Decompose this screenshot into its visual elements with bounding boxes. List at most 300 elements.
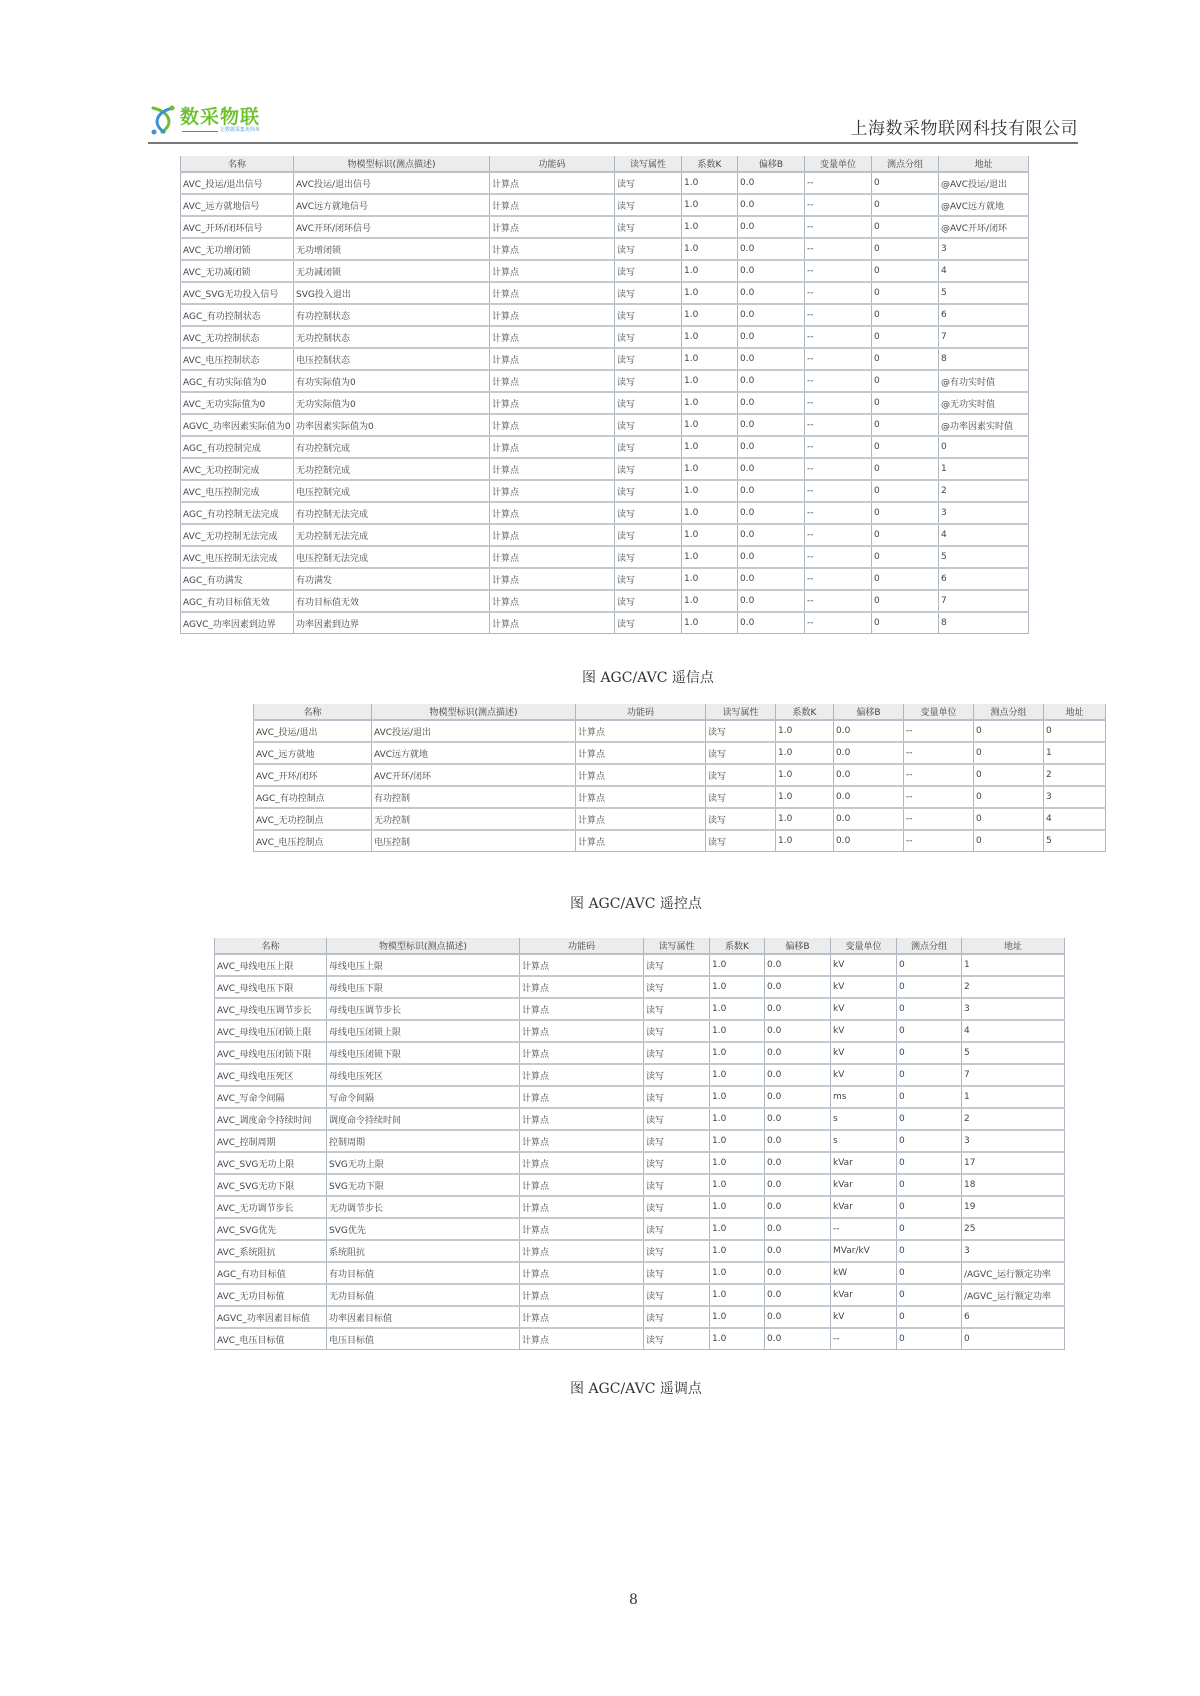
- table-cell: --: [805, 436, 872, 458]
- table-cell: 1.0: [682, 392, 738, 414]
- table-cell: 3: [962, 1240, 1065, 1262]
- table-row: [181, 568, 1029, 590]
- table-cell: 0.0: [738, 568, 805, 590]
- table-cell: 5: [939, 546, 1029, 568]
- table-cell: 0: [872, 612, 939, 634]
- table-cell: 0: [1044, 720, 1106, 742]
- table-cell: 0.0: [765, 1306, 831, 1328]
- table-cell: 8: [939, 348, 1029, 370]
- table-cell: 计算点: [490, 392, 615, 414]
- table-cell: 1.0: [710, 1064, 765, 1086]
- remote-adjust-table: [214, 938, 1065, 1350]
- table-cell: 读写: [644, 1152, 710, 1174]
- column-header: 变量单位: [805, 156, 872, 172]
- table-cell: 0.0: [738, 392, 805, 414]
- table-cell: kV: [831, 1064, 897, 1086]
- table-row: [215, 1262, 1065, 1284]
- table-cell: --: [805, 194, 872, 216]
- table-cell: 4: [939, 524, 1029, 546]
- table-cell: 17: [962, 1152, 1065, 1174]
- table-cell: 0.0: [738, 458, 805, 480]
- table-cell: 0.0: [738, 304, 805, 326]
- table-cell: 计算点: [520, 998, 644, 1020]
- table-cell: 读写: [644, 1284, 710, 1306]
- table-cell: 1.0: [776, 720, 834, 742]
- table-cell: 0: [872, 194, 939, 216]
- table-cell: @AVC投运/退出: [939, 172, 1029, 194]
- table-cell: 1.0: [682, 458, 738, 480]
- table-cell: 读写: [615, 612, 682, 634]
- table-cell: kW: [831, 1262, 897, 1284]
- table-cell: 0: [872, 546, 939, 568]
- column-header: 偏移B: [765, 938, 831, 954]
- table-cell: 1: [962, 1086, 1065, 1108]
- table-cell: --: [805, 326, 872, 348]
- table-cell: 0: [872, 348, 939, 370]
- column-header: 地址: [939, 156, 1029, 172]
- table-cell: 0: [872, 568, 939, 590]
- table-cell: ms: [831, 1086, 897, 1108]
- table-cell: 读写: [644, 1042, 710, 1064]
- table-cell: 读写: [644, 1262, 710, 1284]
- logo-slogan: 让数据采集更简单: [220, 127, 261, 133]
- table-cell: 0.0: [738, 414, 805, 436]
- table-cell: 无功控制: [372, 808, 576, 830]
- table-cell: 计算点: [490, 480, 615, 502]
- table-cell: 0: [872, 216, 939, 238]
- table-cell: 有功控制无法完成: [294, 502, 490, 524]
- column-header: 名称: [254, 704, 372, 720]
- table-row: [181, 172, 1029, 194]
- table-row: [254, 786, 1106, 808]
- table-cell: 8: [939, 612, 1029, 634]
- table-cell: 母线电压下限: [327, 976, 520, 998]
- table-cell: AVC_开环/闭环信号: [181, 216, 294, 238]
- table-cell: 1.0: [710, 1174, 765, 1196]
- table-cell: 1.0: [682, 348, 738, 370]
- table-cell: @有功实时值: [939, 370, 1029, 392]
- table-cell: 0: [897, 1130, 962, 1152]
- column-header: 变量单位: [831, 938, 897, 954]
- table-cell: 计算点: [490, 612, 615, 634]
- column-header: 系数K: [682, 156, 738, 172]
- table-cell: 2: [939, 480, 1029, 502]
- table-cell: 有功目标值无效: [294, 590, 490, 612]
- column-header: 测点分组: [974, 704, 1044, 720]
- column-header: 读写属性: [706, 704, 776, 720]
- table-cell: --: [805, 216, 872, 238]
- table-cell: AVC投运/退出信号: [294, 172, 490, 194]
- table-cell: 1.0: [682, 172, 738, 194]
- table-cell: 0.0: [765, 1218, 831, 1240]
- table-cell: 3: [939, 238, 1029, 260]
- table-cell: AVC_电压控制完成: [181, 480, 294, 502]
- table-cell: 0.0: [738, 612, 805, 634]
- table-cell: @功率因素实时值: [939, 414, 1029, 436]
- table-cell: 读写: [615, 502, 682, 524]
- table-cell: 读写: [615, 480, 682, 502]
- table-cell: AVC_母线电压闭锁下限: [215, 1042, 327, 1064]
- table-cell: --: [805, 348, 872, 370]
- table-cell: 0.0: [765, 1042, 831, 1064]
- table-cell: 0: [897, 954, 962, 976]
- table-cell: 1.0: [710, 1240, 765, 1262]
- table-cell: 1.0: [682, 524, 738, 546]
- table-cell: 无功调节步长: [327, 1196, 520, 1218]
- table-cell: AVC远方就地信号: [294, 194, 490, 216]
- company-logo: [148, 102, 268, 140]
- logo-icon: [148, 104, 178, 136]
- table-cell: 读写: [644, 976, 710, 998]
- table-row: [181, 238, 1029, 260]
- table-cell: 计算点: [520, 1152, 644, 1174]
- table-cell: 0: [974, 720, 1044, 742]
- table-cell: 1.0: [710, 1328, 765, 1350]
- table-cell: 0.0: [738, 282, 805, 304]
- table-cell: 0: [872, 480, 939, 502]
- table-cell: 调度命令持续时间: [327, 1108, 520, 1130]
- table-cell: 0: [897, 1064, 962, 1086]
- column-header: 地址: [962, 938, 1065, 954]
- table-cell: 0.0: [738, 546, 805, 568]
- table-cell: 计算点: [490, 260, 615, 282]
- table-row: [181, 282, 1029, 304]
- table-cell: 2: [962, 1108, 1065, 1130]
- column-header: 功能码: [520, 938, 644, 954]
- table-cell: 有功控制: [372, 786, 576, 808]
- table-cell: 读写: [644, 1064, 710, 1086]
- table-cell: kV: [831, 1306, 897, 1328]
- table-cell: 0: [897, 1086, 962, 1108]
- table-cell: 0.0: [765, 1086, 831, 1108]
- table-row: [254, 830, 1106, 852]
- table-cell: AVC_投运/退出信号: [181, 172, 294, 194]
- table-cell: 0.0: [765, 1196, 831, 1218]
- table-cell: --: [805, 414, 872, 436]
- table-cell: --: [831, 1328, 897, 1350]
- table-cell: 1.0: [682, 370, 738, 392]
- table-cell: AGC_有功目标值: [215, 1262, 327, 1284]
- table-cell: 读写: [644, 998, 710, 1020]
- table-row: [254, 742, 1106, 764]
- table-cell: 读写: [644, 1328, 710, 1350]
- table-row: [181, 414, 1029, 436]
- table-cell: 计算点: [490, 370, 615, 392]
- table-cell: 1.0: [682, 326, 738, 348]
- table-cell: @AVC远方就地: [939, 194, 1029, 216]
- table-cell: 0: [872, 458, 939, 480]
- table-cell: kV: [831, 1042, 897, 1064]
- table-cell: kVar: [831, 1284, 897, 1306]
- table-cell: --: [805, 502, 872, 524]
- table-cell: --: [904, 808, 974, 830]
- column-header: 系数K: [710, 938, 765, 954]
- table-cell: 2: [1044, 764, 1106, 786]
- table-cell: 计算点: [520, 1174, 644, 1196]
- table-cell: 0: [974, 786, 1044, 808]
- table-cell: SVG无功下限: [327, 1174, 520, 1196]
- table-cell: 18: [962, 1174, 1065, 1196]
- table-cell: 1.0: [682, 194, 738, 216]
- table-cell: 25: [962, 1218, 1065, 1240]
- table-cell: 1.0: [776, 830, 834, 852]
- table-cell: 读写: [706, 830, 776, 852]
- column-header: 名称: [181, 156, 294, 172]
- table-cell: 0: [974, 808, 1044, 830]
- table-cell: kV: [831, 976, 897, 998]
- column-header: 测点分组: [897, 938, 962, 954]
- table-cell: 7: [962, 1064, 1065, 1086]
- table-cell: 计算点: [520, 1196, 644, 1218]
- table-cell: 读写: [615, 524, 682, 546]
- table-cell: 0: [872, 326, 939, 348]
- figure-caption-remote-adjust: 图 AGC/AVC 遥调点: [570, 1381, 702, 1397]
- table-cell: 19: [962, 1196, 1065, 1218]
- table-cell: s: [831, 1108, 897, 1130]
- table-row: [181, 348, 1029, 370]
- table-cell: 计算点: [576, 830, 706, 852]
- table-cell: 1.0: [710, 954, 765, 976]
- table-cell: 6: [962, 1306, 1065, 1328]
- table-row: [181, 392, 1029, 414]
- table-cell: 3: [962, 998, 1065, 1020]
- table-cell: 5: [1044, 830, 1106, 852]
- table-cell: 计算点: [520, 1064, 644, 1086]
- table-cell: AVC_电压控制无法完成: [181, 546, 294, 568]
- table-cell: 读写: [615, 348, 682, 370]
- table-row: [181, 612, 1029, 634]
- table-cell: --: [805, 238, 872, 260]
- table-cell: 功率因素目标值: [327, 1306, 520, 1328]
- table-cell: 1.0: [710, 1306, 765, 1328]
- table-header-row: [254, 704, 1106, 720]
- table-cell: 母线电压闭锁下限: [327, 1042, 520, 1064]
- table-cell: 计算点: [490, 436, 615, 458]
- table-cell: 1.0: [710, 1284, 765, 1306]
- table-row: [215, 1086, 1065, 1108]
- table-cell: 计算点: [520, 1042, 644, 1064]
- table-row: [181, 502, 1029, 524]
- table-cell: 3: [939, 502, 1029, 524]
- table-cell: 7: [939, 590, 1029, 612]
- table-cell: 0.0: [765, 1152, 831, 1174]
- table-cell: --: [805, 304, 872, 326]
- table-cell: 计算点: [520, 1108, 644, 1130]
- table-cell: 0: [872, 370, 939, 392]
- table-cell: AVC_写命令间隔: [215, 1086, 327, 1108]
- table-cell: @AVC开环/闭环: [939, 216, 1029, 238]
- table-cell: 1.0: [710, 976, 765, 998]
- table-cell: 0.0: [765, 1064, 831, 1086]
- table-cell: 读写: [615, 436, 682, 458]
- column-header: 名称: [215, 938, 327, 954]
- figure-caption-telesignal: 图 AGC/AVC 遥信点: [582, 670, 714, 686]
- table-cell: AGVC_功率因素实际值为0: [181, 414, 294, 436]
- table-cell: 0.0: [738, 370, 805, 392]
- table-cell: 0: [974, 830, 1044, 852]
- table-cell: 0: [939, 436, 1029, 458]
- table-cell: AVC_SVG无功上限: [215, 1152, 327, 1174]
- table-cell: 0: [897, 1152, 962, 1174]
- table-cell: 1.0: [710, 1196, 765, 1218]
- table-cell: 0.0: [765, 954, 831, 976]
- table-row: [181, 370, 1029, 392]
- table-row: [181, 304, 1029, 326]
- table-cell: kV: [831, 954, 897, 976]
- table-cell: 计算点: [520, 1218, 644, 1240]
- table-cell: 0.0: [765, 1240, 831, 1262]
- column-header: 物模型标识(测点描述): [372, 704, 576, 720]
- table-cell: 0: [897, 1108, 962, 1130]
- table-cell: 1.0: [682, 436, 738, 458]
- table-row: [181, 590, 1029, 612]
- table-cell: 读写: [615, 414, 682, 436]
- table-cell: 6: [939, 304, 1029, 326]
- table-cell: AVC_远方就地: [254, 742, 372, 764]
- table-row: [215, 1174, 1065, 1196]
- table-cell: AVC_系统阻抗: [215, 1240, 327, 1262]
- table-cell: 电压目标值: [327, 1328, 520, 1350]
- table-cell: 计算点: [520, 1086, 644, 1108]
- table-cell: 0.0: [765, 1020, 831, 1042]
- table-row: [215, 1130, 1065, 1152]
- table-cell: 1.0: [710, 1262, 765, 1284]
- table-cell: 4: [939, 260, 1029, 282]
- table-cell: 计算点: [490, 282, 615, 304]
- table-row: [215, 1240, 1065, 1262]
- table-cell: 0: [872, 260, 939, 282]
- table-cell: 1.0: [710, 1152, 765, 1174]
- table-cell: 读写: [615, 282, 682, 304]
- table-cell: 读写: [615, 326, 682, 348]
- table-cell: 读写: [615, 392, 682, 414]
- table-cell: --: [805, 568, 872, 590]
- table-cell: /AGVC_运行额定功率: [962, 1262, 1065, 1284]
- table-cell: 1.0: [710, 1020, 765, 1042]
- column-header: 偏移B: [834, 704, 904, 720]
- table-cell: 0.0: [765, 976, 831, 998]
- table-cell: 系统阻抗: [327, 1240, 520, 1262]
- table-cell: 3: [962, 1130, 1065, 1152]
- table-cell: --: [805, 172, 872, 194]
- table-cell: 0: [897, 1240, 962, 1262]
- table-cell: 1.0: [682, 216, 738, 238]
- table-header-row: [181, 156, 1029, 172]
- table-cell: 读写: [615, 172, 682, 194]
- table-cell: 0.0: [738, 260, 805, 282]
- table-cell: 有功目标值: [327, 1262, 520, 1284]
- column-header: 读写属性: [615, 156, 682, 172]
- table-cell: 3: [1044, 786, 1106, 808]
- table-cell: 1: [939, 458, 1029, 480]
- table-cell: 1.0: [710, 998, 765, 1020]
- table-cell: 1.0: [682, 480, 738, 502]
- table-cell: 计算点: [576, 764, 706, 786]
- table-cell: 计算点: [520, 1020, 644, 1042]
- table-cell: 读写: [615, 238, 682, 260]
- table-cell: SVG投入退出: [294, 282, 490, 304]
- table-cell: AGC_有功控制点: [254, 786, 372, 808]
- table-cell: AVC_母线电压死区: [215, 1064, 327, 1086]
- table-cell: 读写: [615, 304, 682, 326]
- table-cell: 计算点: [520, 1306, 644, 1328]
- table-cell: AVC_母线电压上限: [215, 954, 327, 976]
- table-row: [181, 546, 1029, 568]
- table-cell: AVC_投运/退出: [254, 720, 372, 742]
- table-cell: 计算点: [490, 546, 615, 568]
- table-cell: 1.0: [682, 546, 738, 568]
- column-header: 功能码: [490, 156, 615, 172]
- table-cell: AVC_无功增闭锁: [181, 238, 294, 260]
- column-header: 读写属性: [644, 938, 710, 954]
- table-cell: 读写: [706, 808, 776, 830]
- remote-control-table: [253, 704, 1106, 852]
- table-cell: 1.0: [776, 742, 834, 764]
- table-cell: 计算点: [490, 326, 615, 348]
- table-cell: 电压控制状态: [294, 348, 490, 370]
- table-cell: 1: [1044, 742, 1106, 764]
- table-cell: AVC_母线电压闭锁上限: [215, 1020, 327, 1042]
- table-cell: 0.0: [765, 1328, 831, 1350]
- table-row: [181, 216, 1029, 238]
- table-cell: 读写: [644, 1218, 710, 1240]
- table-cell: 0: [897, 998, 962, 1020]
- table-cell: 母线电压调节步长: [327, 998, 520, 1020]
- table-cell: 读写: [644, 1108, 710, 1130]
- table-cell: 计算点: [490, 304, 615, 326]
- table-cell: 写命令间隔: [327, 1086, 520, 1108]
- table-cell: 读写: [706, 742, 776, 764]
- table-cell: 0: [872, 590, 939, 612]
- table-cell: AVC开环/闭环: [372, 764, 576, 786]
- table-cell: 1.0: [682, 590, 738, 612]
- table-row: [215, 1042, 1065, 1064]
- table-cell: 0: [872, 502, 939, 524]
- table-cell: 读写: [615, 260, 682, 282]
- table-cell: 有功满发: [294, 568, 490, 590]
- table-cell: AVC_电压控制点: [254, 830, 372, 852]
- table-cell: AGC_有功控制状态: [181, 304, 294, 326]
- table-cell: AVC_开环/闭环: [254, 764, 372, 786]
- table-cell: 0: [974, 742, 1044, 764]
- table-cell: 计算点: [520, 1284, 644, 1306]
- table-cell: 0.0: [738, 172, 805, 194]
- table-cell: 读写: [644, 954, 710, 976]
- table-cell: 1.0: [682, 282, 738, 304]
- table-cell: AGC_有功满发: [181, 568, 294, 590]
- table-cell: --: [805, 590, 872, 612]
- table-cell: 计算点: [490, 458, 615, 480]
- table-cell: 无功控制完成: [294, 458, 490, 480]
- telesignal-table: [180, 156, 1029, 634]
- page-header: [148, 100, 1078, 144]
- table-cell: 0.0: [765, 998, 831, 1020]
- table-cell: AVC_无功减闭锁: [181, 260, 294, 282]
- table-cell: --: [805, 370, 872, 392]
- table-cell: 0.0: [738, 348, 805, 370]
- table-cell: 计算点: [576, 786, 706, 808]
- table-cell: --: [904, 720, 974, 742]
- table-cell: AVC_无功实际值为0: [181, 392, 294, 414]
- table-cell: 0.0: [834, 742, 904, 764]
- table-cell: 5: [962, 1042, 1065, 1064]
- table-cell: 0.0: [834, 808, 904, 830]
- table-cell: 计算点: [576, 720, 706, 742]
- table-cell: 4: [962, 1020, 1065, 1042]
- table-cell: AVC_SVG无功投入信号: [181, 282, 294, 304]
- table-cell: 计算点: [490, 216, 615, 238]
- table-cell: AGC_有功控制无法完成: [181, 502, 294, 524]
